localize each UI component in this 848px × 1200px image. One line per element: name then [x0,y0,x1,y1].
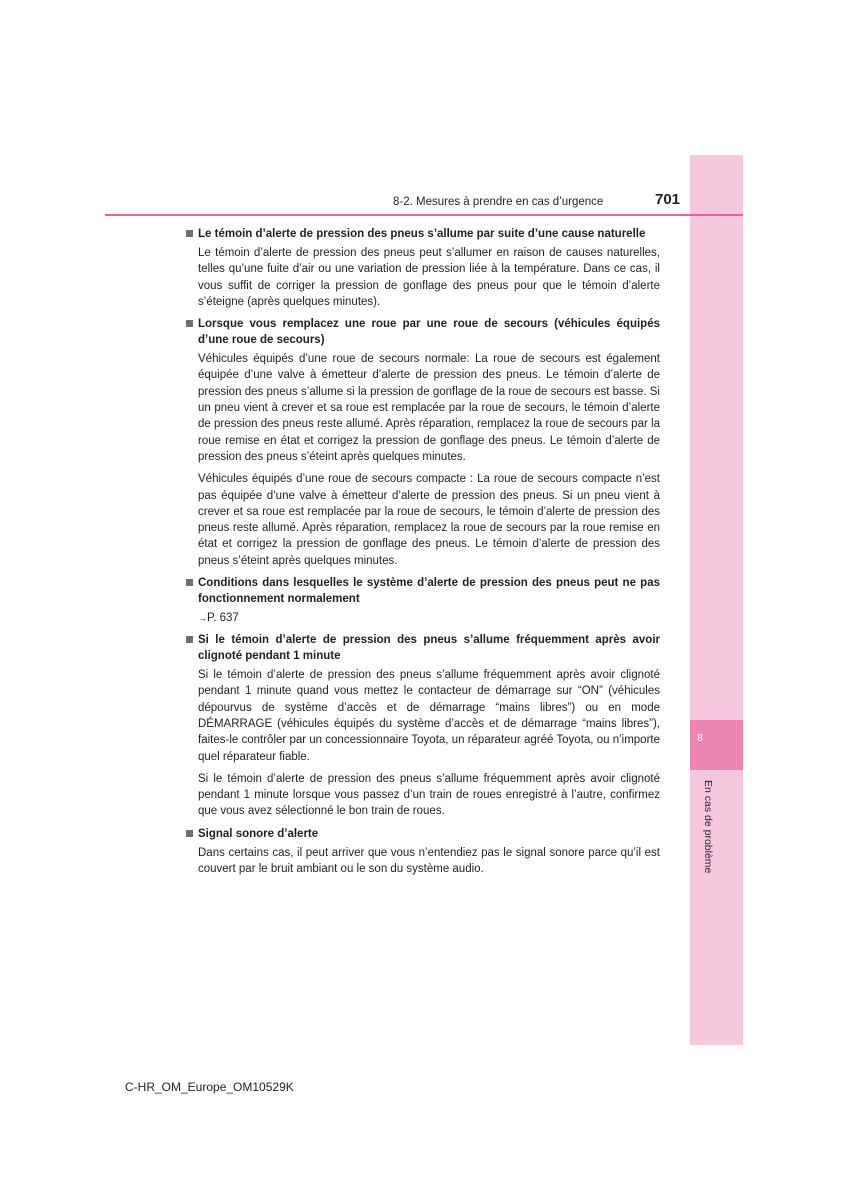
section-title: 8-2. Mesures à prendre en cas d’urgence [393,196,604,208]
side-tab [690,155,743,1045]
item-title: Conditions dans lesquelles le système d’alerte de pression des pneus peut ne pas fonctionnement normalement [198,577,660,606]
footer-code: C-HR_OM_Europe_OM10529K [125,1080,294,1094]
arrow-right-icon: → [198,613,207,624]
paragraph: Véhicules équipés d’une roue de secours compacte : La roue de secours compacte n’est pas équipée d’une valve à émetteur d’alerte de pression des pneus. Si un pneu vient à crever et sa roue est remplacée par la roue de secours, le témoin d’alerte de pression des pneus reste allumé. Après réparation, remplacez la roue de secours par la roue remise en état et corrigez la pression de gonflage des pneus. Le témoin d’alerte de pression des pneus s’éteint après quelques minutes. [198,473,660,567]
item-conditions [186,575,660,626]
paragraph: Si le témoin d’alerte de pression des pneus s’allume fréquemment après avoir clignoté pendant 1 minute quand vous mettez le contacteur de démarrage sur “ON” (véhicules dépourvus de système d’accès et de démarrage “mains libres”) ou en mode DÉMARRAGE (véhicules équipés du système d’accès et de démarrage “mains libres”), faites-le contrôler par un concessionnaire Toyota, un réparateur agréé Toyota, ou n’importe quel réparateur fiable. [198,669,660,763]
item-spare-wheel [186,316,660,569]
paragraph: Le témoin d’alerte de pression des pneus peut s’allumer en raison de causes naturelles, telles qu’une fuite d’air ou une variation de pression liée à la température. Dans ce cas, il vous suffit de corriger la pression de gonflage des pneus pour que le témoin d’alerte s’éteigne (après quelques minutes). [198,247,660,308]
item-title: Le témoin d’alerte de pression des pneus s’allume par suite d’une cause naturelle [198,228,646,240]
chapter-marker [690,720,743,770]
square-bullet-icon [186,320,193,327]
paragraph: Véhicules équipés d’une roue de secours normale: La roue de secours est également équipée d’une valve à émetteur d’alerte de pression des pneus. Le témoin d’alerte de pression des pneus s’allume si la pression de gonflage de la roue de secours est basse. Si un pneu vient à crever et sa roue est remplacée par la roue de secours, le témoin d’alerte de pression des pneus reste allumé. Après réparation, remplacez la roue de secours par la roue remise en état et corrigez la pression de gonflage des pneus. Le témoin d’alerte de pression des pneus s’éteint après quelques minutes. [198,353,660,463]
paragraph: Si le témoin d’alerte de pression des pneus s’allume fréquemment après avoir clignoté pendant 1 minute lorsque vous passez d’un train de roues enregistré à l’autre, confirmez que vous avez sélectionné le bon train de roues. [198,772,660,818]
item-warning-buzzer [186,826,660,878]
item-natural-cause [186,226,660,310]
page-content [186,226,660,883]
item-title: Signal sonore d’alerte [198,827,319,840]
header-rule [105,214,743,216]
page-reference[interactable] [198,610,660,626]
square-bullet-icon [186,636,193,643]
item-frequent-light [186,632,660,820]
item-title: Lorsque vous remplacez une roue par une roue de secours (véhicules équipés d’une roue de secours) [198,318,660,347]
page-reference-label: P. 637 [207,612,239,625]
square-bullet-icon [186,230,193,237]
square-bullet-icon [186,830,193,837]
item-title: Si le témoin d’alerte de pression des pneus s’allume fréquemment après avoir clignoté pendant 1 minute [198,634,660,663]
paragraph: Dans certains cas, il peut arriver que vous n’entendiez pas le signal sonore parce qu’il est couvert par le bruit ambiant ou le son du système audio. [198,846,660,876]
square-bullet-icon [186,579,193,586]
page-number: 701 [655,191,681,208]
chapter-title: En cas de problème [702,780,714,874]
chapter-number: 8 [697,733,703,744]
